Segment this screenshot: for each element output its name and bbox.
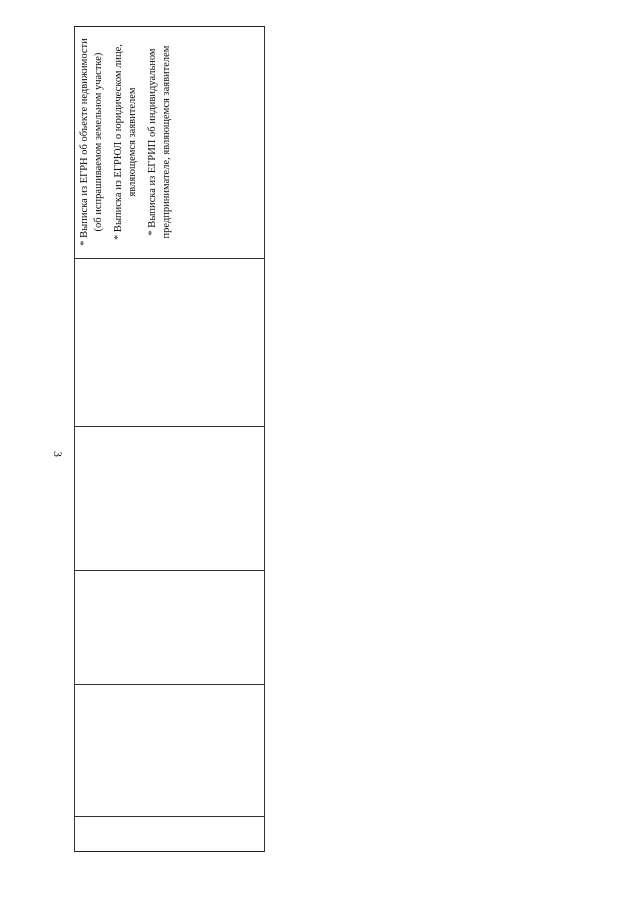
document-entry-egrip: * Выписка из ЕГРИП об индивидуальном предпринимателе, являющемся заявителем [147,45,172,239]
document-entry-egrn: * Выписка из ЕГРН об объекте недвижимости (об испрашиваемом земельном участке) [79,38,104,246]
table-row-divider [74,816,265,817]
page-number: 3 [51,451,65,457]
table-row-divider [74,426,265,427]
table-row-divider [74,684,265,685]
table-row-divider [74,570,265,571]
table-cell-documents [74,26,265,258]
table-row-divider [74,258,265,259]
table-row [74,26,265,258]
document-entry-egrul: * Выписка из ЕГРЮЛ о юридическом лице, являющемся заявителем [113,44,138,240]
